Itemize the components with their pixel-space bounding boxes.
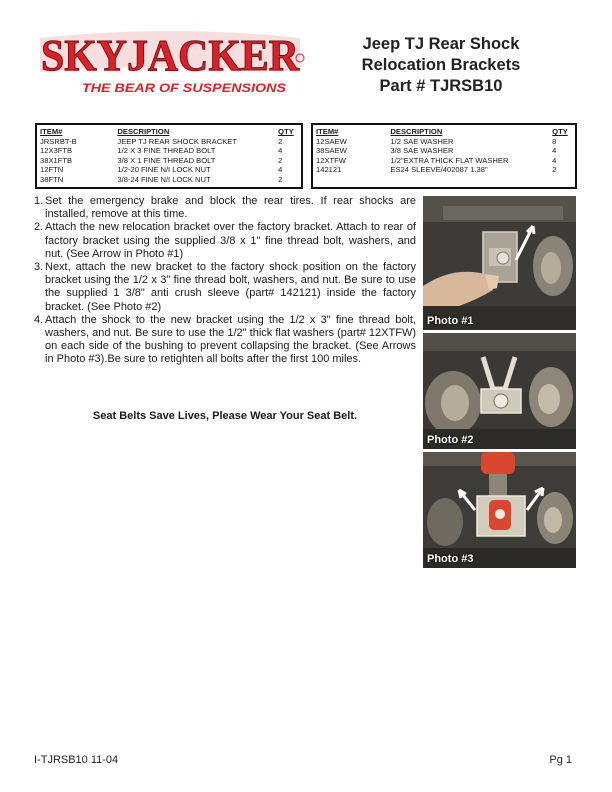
part-item: 38X1FTB [40,155,73,165]
logo-tagline: THE BEAR OF SUSPENSIONS [82,81,286,95]
part-qty: 8 [552,136,557,146]
step-text: Attach the new relocation bracket over the factory bracket. Attach to rear of factory bracket using the supplied 3/8 x 1" fine thread bolt, washers, and nut. (See Arrow in Photo #1) [45,221,416,260]
parts-row [316,165,572,175]
part-qty: 2 [278,174,283,184]
header-qty: QTY [552,127,568,136]
parts-header-row [40,127,298,137]
photo-2 [423,333,576,449]
parts-row [316,156,572,166]
title-line-1: Jeep TJ Rear Shock [362,35,520,53]
header-description: DESCRIPTION [390,127,443,136]
header-qty: QTY [278,127,294,136]
parts-list-right [311,123,577,189]
part-qty: 4 [278,165,283,175]
parts-row [40,175,298,185]
part-item: 12X3FTB [40,146,73,156]
photo-2-label: Photo #2 [427,434,474,446]
part-item: JRSRBT-B [40,136,77,146]
step-2 [34,221,416,261]
step-3 [34,261,416,314]
part-qty: 2 [278,136,283,146]
part-item: 38SAEW [316,146,347,156]
part-qty: 4 [552,146,557,156]
part-description: 3/8-24 FINE N/I LOCK NUT [117,174,211,184]
title-line-2: Relocation Brackets [361,56,521,74]
photo-1 [423,196,576,330]
skyjacker-logo [34,26,306,98]
header-description: DESCRIPTION [117,127,170,136]
part-description: ES24 SLEEVE/402087 1.38" [390,165,488,175]
document-title [330,34,552,97]
part-qty: 4 [552,155,557,165]
part-qty: 2 [552,165,557,175]
parts-list-left [35,123,303,189]
step-text: Next, attach the new bracket to the factory shock position on the factory bracket using the 1/2 x 3" fine thread bolt, washers, and nut. Be sure to use the supplied 1 3/8" anti crush sleeve (part# 142121) inside the factory bracket. (See Photo #2) [45,261,416,313]
header-item: ITEM# [40,127,63,136]
step-number: 2. [34,221,44,234]
parts-row [40,146,298,156]
title-line-3: Part # TJRSB10 [379,77,503,95]
part-description: 3/8 X 1 FINE THREAD BOLT [117,155,216,165]
photo-1-image [423,196,576,330]
photo-3 [423,452,576,568]
step-text: Attach the shock to the new bracket using the 1/2 x 3" fine thread bolt, washers, and nut. Be sure to use the 1/2" thick flat washers (part# 12XTFW) on each side of the bushing to prevent collapsing the bracket. (See Arrows in Photo #3).Be sure to retighten all bolts after the first 100 miles. [45,313,416,366]
photo-1-label: Photo #1 [427,315,474,327]
part-description: 1/2-20 FINE N/I LOCK NUT [117,165,211,175]
step-text: Set the emergency brake and block the rear tires. If rear shocks are installed, remove at this time. [45,195,416,221]
part-description: 3/8 SAE WASHER [390,146,454,156]
part-item: 38FTN [40,174,64,184]
header-item: ITEM# [316,127,339,136]
parts-header-row [316,127,572,137]
part-item: 12SAEW [316,136,347,146]
part-description: 1/2 SAE WASHER [390,136,454,146]
part-description: JEEP TJ REAR SHOCK BRACKET [117,136,237,146]
document-code: I-TJRSB10 11-04 [34,754,119,766]
photo-2-image [423,333,576,449]
step-1 [34,195,416,221]
step-number: 3. [34,261,44,274]
part-qty: 4 [278,146,283,156]
safety-note: Seat Belts Save Lives, Please Wear Your Seat Belt. [92,410,358,422]
parts-row [40,165,298,175]
part-item: 12XTFW [316,155,346,165]
installation-steps [34,195,416,367]
step-number: 1. [34,195,44,207]
parts-row [316,137,572,147]
step-number: 4. [34,313,44,326]
step-4 [34,314,416,367]
part-description: 1/2 X 3 FINE THREAD BOLT [117,146,216,156]
parts-row [40,156,298,166]
parts-row [316,146,572,156]
part-item: 142121 [316,165,342,175]
part-description: 1/2"EXTRA THICK FLAT WASHER [390,155,509,165]
photo-3-label: Photo #3 [427,553,474,565]
logo-graphic [34,26,306,98]
part-qty: 2 [278,155,283,165]
part-item: 12FTN [40,165,64,175]
photo-3-image [423,452,576,568]
parts-row [40,137,298,147]
page-number: Pg 1 [549,754,572,766]
logo-wordmark: SKYJACKER [41,31,301,80]
